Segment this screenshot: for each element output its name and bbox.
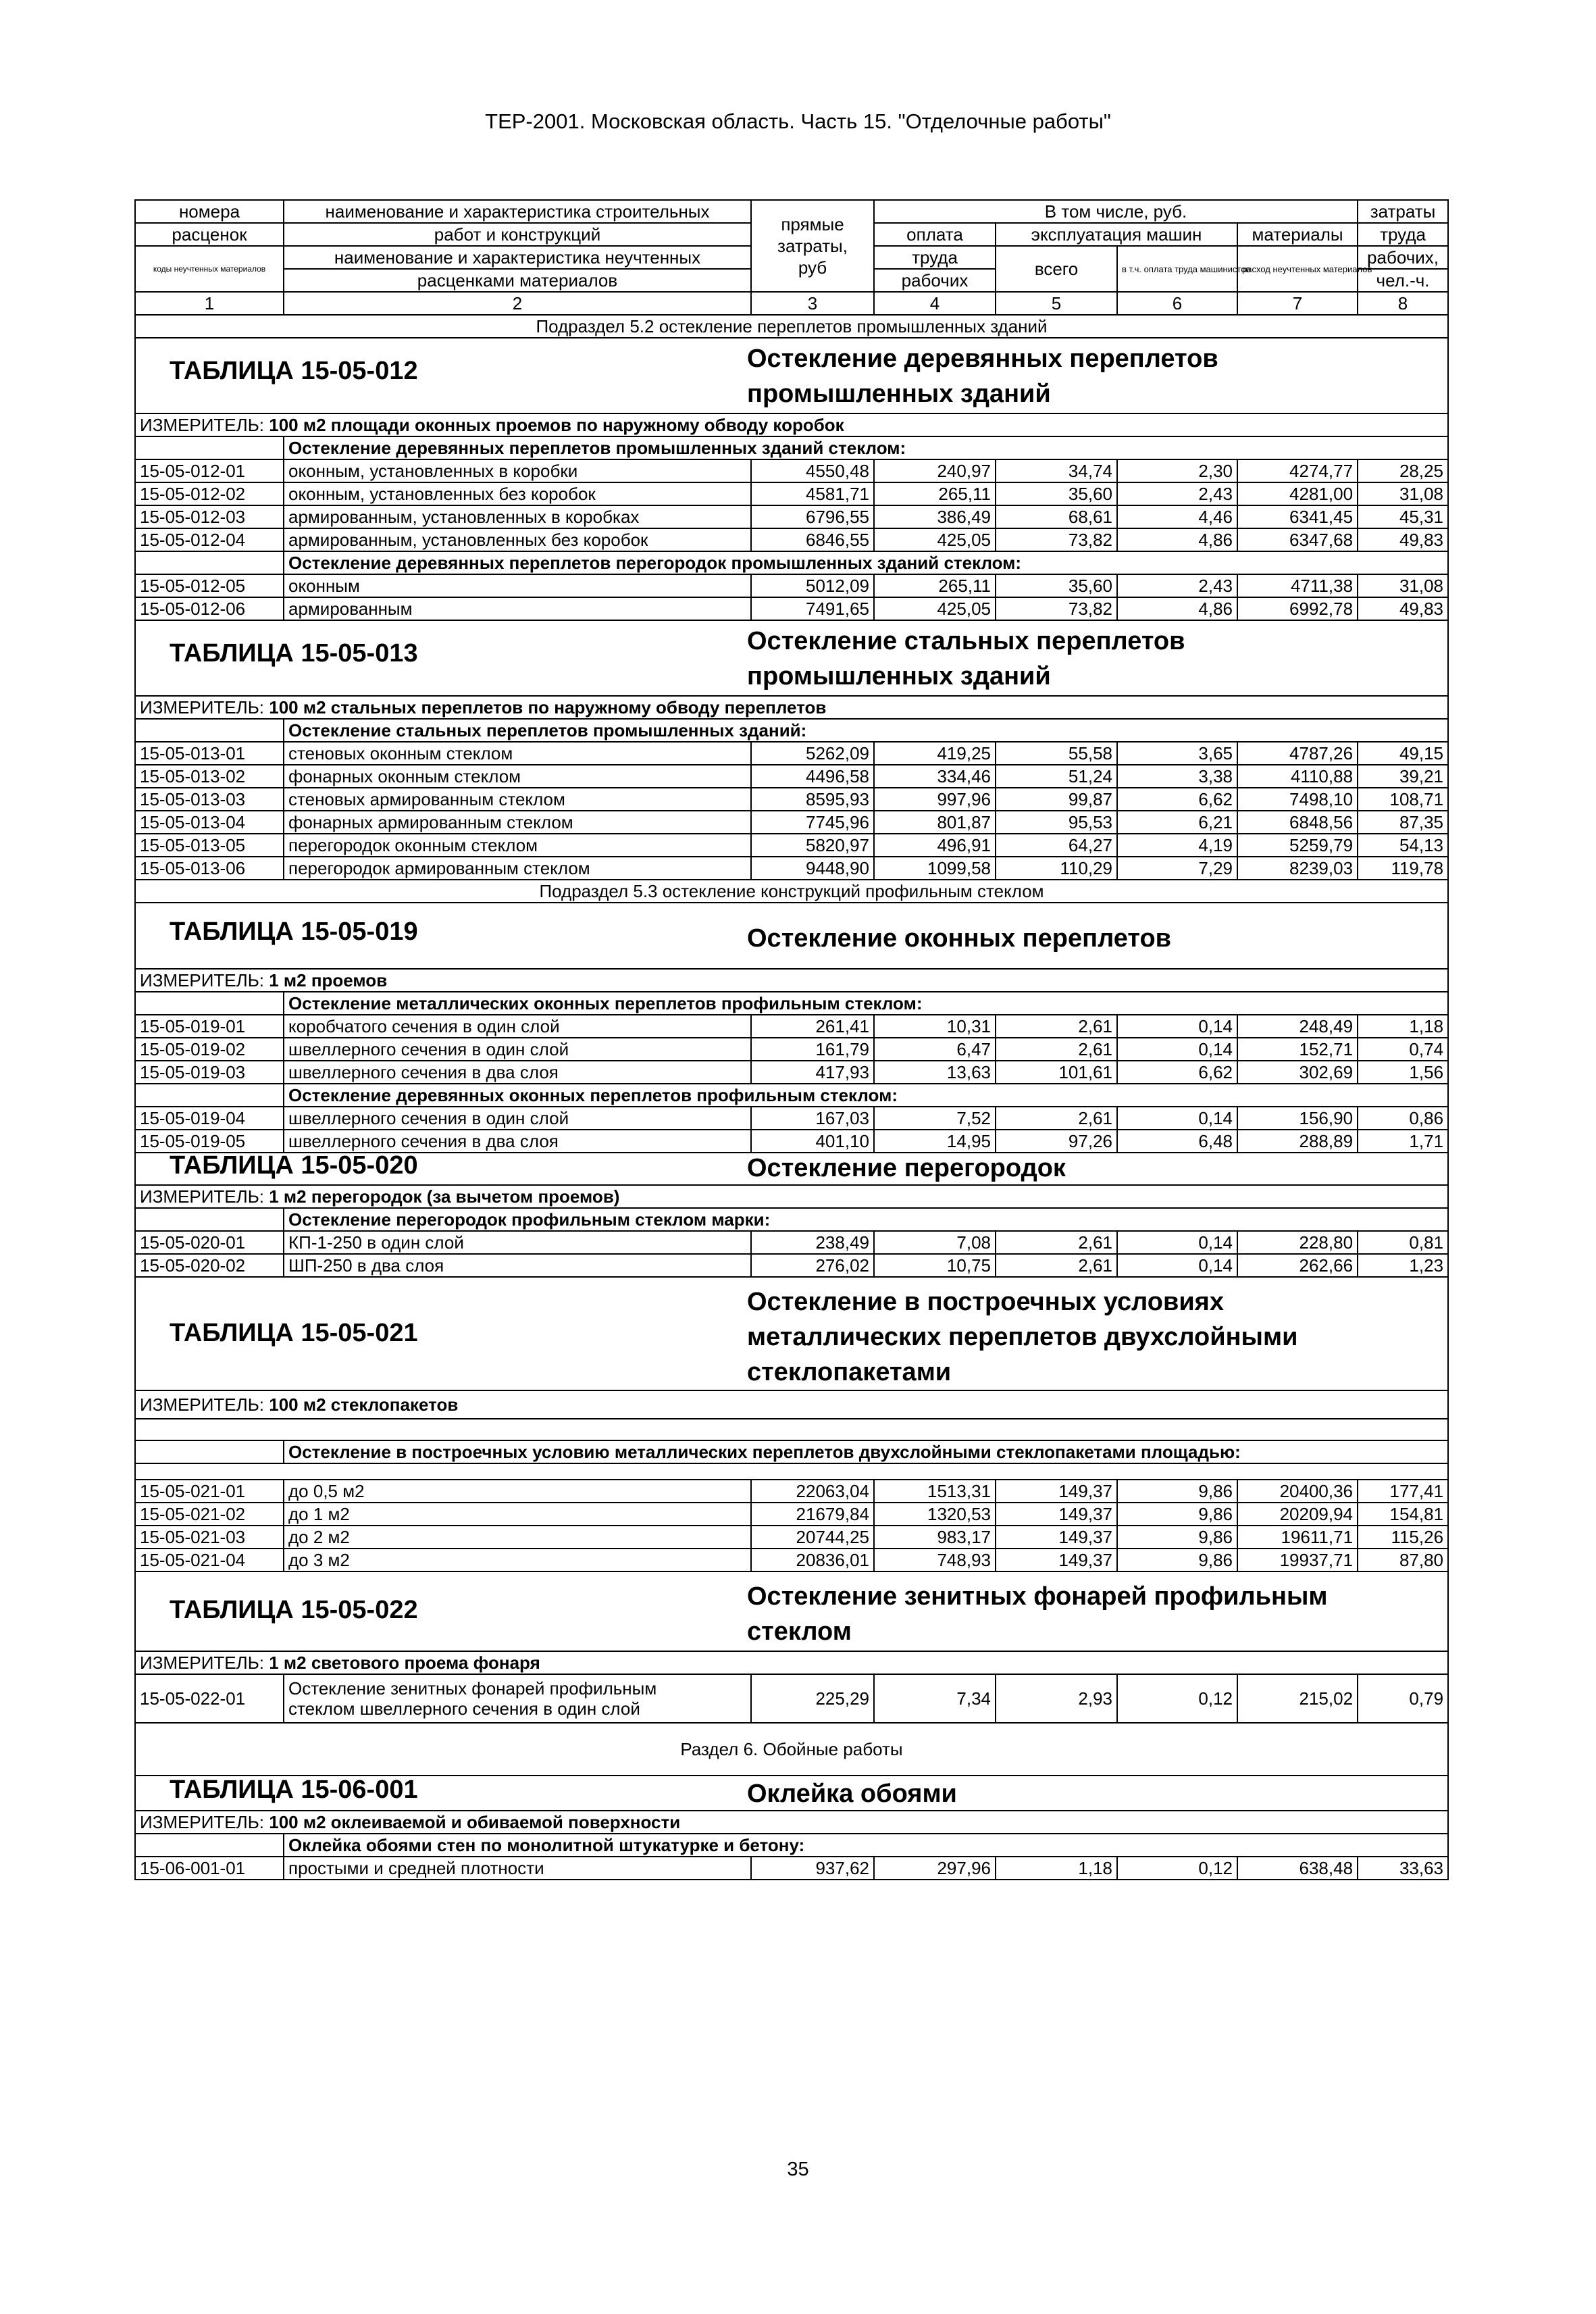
table-row xyxy=(135,1254,1448,1277)
row-value: 4281,00 xyxy=(1237,482,1358,505)
header-col1a: номера xyxy=(135,200,284,223)
row-value: 4496,58 xyxy=(751,765,874,788)
row-name: оконным xyxy=(284,574,751,597)
row-value: 4,19 xyxy=(1117,834,1237,857)
header-col1c: коды неучтенных материалов xyxy=(135,246,284,292)
row-value: 156,90 xyxy=(1237,1107,1358,1130)
table-heading xyxy=(136,1278,1447,1390)
row-value: 28,25 xyxy=(1358,459,1448,482)
row-value: 2,30 xyxy=(1117,459,1237,482)
row-value: 6341,45 xyxy=(1237,505,1358,528)
row-value: 0,14 xyxy=(1117,1107,1237,1130)
row-value: 386,49 xyxy=(874,505,996,528)
row-code: 15-05-019-05 xyxy=(135,1130,284,1153)
table-title: Оклейка обоями xyxy=(747,1780,957,1808)
meter: ИЗМЕРИТЕЛЬ: 1 м2 светового проема фонаря xyxy=(135,1651,1448,1674)
table-row xyxy=(135,528,1448,551)
row-value: 638,48 xyxy=(1237,1857,1358,1880)
row-value: 425,05 xyxy=(874,597,996,620)
row-code: 15-05-012-04 xyxy=(135,528,284,551)
row-value: 108,71 xyxy=(1358,788,1448,811)
table-row xyxy=(135,1480,1448,1503)
table-row xyxy=(135,1549,1448,1571)
table-name: ТАБЛИЦА 15-05-012 xyxy=(170,357,418,385)
group-title: Остекление перегородок профильным стеклом марки: xyxy=(284,1208,1448,1231)
header-col4b: труда xyxy=(874,246,996,269)
header-col2d: расценками материалов xyxy=(284,269,751,292)
header-col8a: затраты xyxy=(1358,200,1448,223)
row-value: 64,27 xyxy=(996,834,1117,857)
row-value: 297,96 xyxy=(874,1857,996,1880)
row-value: 115,26 xyxy=(1358,1526,1448,1549)
row-value: 4110,88 xyxy=(1237,765,1358,788)
header-col2b: работ и конструкций xyxy=(284,223,751,246)
meter: ИЗМЕРИТЕЛЬ: 1 м2 проемов xyxy=(135,969,1448,992)
row-value: 8239,03 xyxy=(1237,857,1358,880)
row-value: 248,49 xyxy=(1237,1015,1358,1038)
row-name: швеллерного сечения в один слой xyxy=(284,1038,751,1061)
header-col7: расход неучтенных материалов xyxy=(1237,246,1358,292)
row-value: 3,38 xyxy=(1117,765,1237,788)
page-number: 35 xyxy=(787,2159,809,2180)
row-value: 265,11 xyxy=(874,574,996,597)
row-value: 34,74 xyxy=(996,459,1117,482)
meter: ИЗМЕРИТЕЛЬ: 100 м2 стальных переплетов по наружному обводу переплетов xyxy=(135,696,1448,719)
table-name: ТАБЛИЦА 15-05-020 xyxy=(170,1151,418,1180)
row-name: перегородок армированным стеклом xyxy=(284,857,751,880)
row-value: 49,83 xyxy=(1358,597,1448,620)
table-heading xyxy=(136,621,1447,695)
row-name: до 2 м2 xyxy=(284,1526,751,1549)
row-value: 240,97 xyxy=(874,459,996,482)
row-value: 937,62 xyxy=(751,1857,874,1880)
row-value: 6,62 xyxy=(1117,788,1237,811)
row-value: 1,56 xyxy=(1358,1061,1448,1084)
row-value: 6846,55 xyxy=(751,528,874,551)
table-row xyxy=(135,1503,1448,1526)
row-value: 7,34 xyxy=(874,1674,996,1723)
row-value: 6848,56 xyxy=(1237,811,1358,834)
table-row xyxy=(135,574,1448,597)
row-value: 2,43 xyxy=(1117,482,1237,505)
row-value: 4787,26 xyxy=(1237,742,1358,765)
group-title: Остекление в построечных условию металлических переплетов двухслойными стеклопакетами площадью: xyxy=(284,1440,1448,1463)
header-col4a: оплата xyxy=(874,223,996,246)
row-value: 45,31 xyxy=(1358,505,1448,528)
row-value: 95,53 xyxy=(996,811,1117,834)
table-row xyxy=(135,482,1448,505)
row-value: 748,93 xyxy=(874,1549,996,1571)
group-title: Остекление деревянных переплетов перегородок промышленных зданий стеклом: xyxy=(284,551,1448,574)
row-code: 15-06-001-01 xyxy=(135,1857,284,1880)
row-value: 9448,90 xyxy=(751,857,874,880)
row-value: 4274,77 xyxy=(1237,459,1358,482)
row-value: 1099,58 xyxy=(874,857,996,880)
row-value: 10,31 xyxy=(874,1015,996,1038)
col-number: 5 xyxy=(996,292,1117,315)
row-value: 0,81 xyxy=(1358,1231,1448,1254)
row-value: 97,26 xyxy=(996,1130,1117,1153)
col-number: 3 xyxy=(751,292,874,315)
row-name: КП-1-250 в один слой xyxy=(284,1231,751,1254)
row-value: 8595,93 xyxy=(751,788,874,811)
row-value: 6,62 xyxy=(1117,1061,1237,1084)
header-col6: в т.ч. оплата труда машинистов xyxy=(1117,246,1237,292)
row-value: 3,65 xyxy=(1117,742,1237,765)
row-value: 20836,01 xyxy=(751,1549,874,1571)
row-code: 15-05-019-03 xyxy=(135,1061,284,1084)
row-value: 49,15 xyxy=(1358,742,1448,765)
row-code: 15-05-012-02 xyxy=(135,482,284,505)
row-value: 425,05 xyxy=(874,528,996,551)
row-value: 801,87 xyxy=(874,811,996,834)
group-title: Оклейка обоями стен по монолитной штукатурке и бетону: xyxy=(284,1834,1448,1857)
row-value: 2,61 xyxy=(996,1231,1117,1254)
row-name: коробчатого сечения в один слой xyxy=(284,1015,751,1038)
row-name: перегородок оконным стеклом xyxy=(284,834,751,857)
row-value: 35,60 xyxy=(996,482,1117,505)
table-name: ТАБЛИЦА 15-05-021 xyxy=(170,1319,418,1347)
row-value: 1320,53 xyxy=(874,1503,996,1526)
table-row xyxy=(135,834,1448,857)
row-name: армированным, установленных без коробок xyxy=(284,528,751,551)
table-row xyxy=(135,1107,1448,1130)
row-value: 6796,55 xyxy=(751,505,874,528)
table-name: ТАБЛИЦА 15-05-013 xyxy=(170,639,418,668)
row-value: 2,61 xyxy=(996,1038,1117,1061)
row-value: 31,08 xyxy=(1358,574,1448,597)
col-number: 6 xyxy=(1117,292,1237,315)
row-value: 149,37 xyxy=(996,1549,1117,1571)
table-row xyxy=(135,1526,1448,1549)
row-code: 15-05-021-04 xyxy=(135,1549,284,1571)
col-number: 2 xyxy=(284,292,751,315)
row-name: армированным, установленных в коробках xyxy=(284,505,751,528)
row-value: 225,29 xyxy=(751,1674,874,1723)
row-name: швеллерного сечения в два слоя xyxy=(284,1061,751,1084)
row-value: 1,18 xyxy=(996,1857,1117,1880)
header-materials: материалы xyxy=(1237,223,1358,246)
table-name: ТАБЛИЦА 15-05-022 xyxy=(170,1596,418,1624)
row-code: 15-05-012-01 xyxy=(135,459,284,482)
row-name: простыми и средней плотности xyxy=(284,1857,751,1880)
header-machines: эксплуатация машин xyxy=(996,223,1237,246)
table-row xyxy=(135,1231,1448,1254)
row-code: 15-05-012-05 xyxy=(135,574,284,597)
row-value: 149,37 xyxy=(996,1526,1117,1549)
row-value: 2,61 xyxy=(996,1254,1117,1277)
table-row xyxy=(135,742,1448,765)
group-title: Остекление металлических оконных переплетов профильным стеклом: xyxy=(284,992,1448,1015)
table-row xyxy=(135,1015,1448,1038)
row-value: 54,13 xyxy=(1358,834,1448,857)
row-value: 167,03 xyxy=(751,1107,874,1130)
row-value: 73,82 xyxy=(996,597,1117,620)
row-name: до 3 м2 xyxy=(284,1549,751,1571)
row-value: 19611,71 xyxy=(1237,1526,1358,1549)
row-value: 0,74 xyxy=(1358,1038,1448,1061)
row-value: 2,61 xyxy=(996,1107,1117,1130)
table-heading xyxy=(136,1776,1447,1810)
row-code: 15-05-013-01 xyxy=(135,742,284,765)
row-value: 215,02 xyxy=(1237,1674,1358,1723)
row-value: 2,93 xyxy=(996,1674,1117,1723)
col-number: 7 xyxy=(1237,292,1358,315)
row-value: 161,79 xyxy=(751,1038,874,1061)
group-title: Остекление стальных переплетов промышленных зданий: xyxy=(284,719,1448,742)
row-name: ШП-250 в два слоя xyxy=(284,1254,751,1277)
row-value: 5820,97 xyxy=(751,834,874,857)
table-title: Остекление оконных переплетов xyxy=(747,924,1172,953)
row-value: 401,10 xyxy=(751,1130,874,1153)
table-heading xyxy=(136,903,1447,968)
group-title: Остекление деревянных оконных переплетов профильным стеклом: xyxy=(284,1084,1448,1107)
table-header xyxy=(135,200,1448,315)
row-value: 68,61 xyxy=(996,505,1117,528)
row-value: 0,14 xyxy=(1117,1038,1237,1061)
row-code: 15-05-019-02 xyxy=(135,1038,284,1061)
meter: ИЗМЕРИТЕЛЬ: 100 м2 площади оконных проемов по наружному обводу коробок xyxy=(135,413,1448,436)
row-value: 276,02 xyxy=(751,1254,874,1277)
row-value: 5012,09 xyxy=(751,574,874,597)
page-header: ТЕР-2001. Московская область. Часть 15. "Отделочные работы" xyxy=(485,109,1111,133)
header-col8d: чел.-ч. xyxy=(1358,269,1448,292)
meter: ИЗМЕРИТЕЛЬ: 100 м2 оклеиваемой и обиваемой поверхности xyxy=(135,1811,1448,1834)
row-value: 0,14 xyxy=(1117,1254,1237,1277)
table-row xyxy=(135,811,1448,834)
row-code: 15-05-012-06 xyxy=(135,597,284,620)
row-value: 238,49 xyxy=(751,1231,874,1254)
row-value: 7745,96 xyxy=(751,811,874,834)
row-value: 35,60 xyxy=(996,574,1117,597)
col-number: 4 xyxy=(874,292,996,315)
row-value: 87,35 xyxy=(1358,811,1448,834)
table-row xyxy=(135,1130,1448,1153)
row-value: 73,82 xyxy=(996,528,1117,551)
row-value: 0,79 xyxy=(1358,1674,1448,1723)
header-col2a: наименование и характеристика строительных xyxy=(284,200,751,223)
row-code: 15-05-021-01 xyxy=(135,1480,284,1503)
row-value: 0,14 xyxy=(1117,1231,1237,1254)
row-code: 15-05-021-03 xyxy=(135,1526,284,1549)
table-name: ТАБЛИЦА 15-05-019 xyxy=(170,917,418,946)
row-code: 15-05-013-06 xyxy=(135,857,284,880)
row-value: 265,11 xyxy=(874,482,996,505)
table-title: Остекление в построечных условиях металлических переплетов двухслойными стеклопакетами xyxy=(747,1288,1298,1386)
row-value: 6,21 xyxy=(1117,811,1237,834)
table-row xyxy=(135,1674,1448,1723)
row-value: 496,91 xyxy=(874,834,996,857)
row-code: 15-05-021-02 xyxy=(135,1503,284,1526)
row-value: 7,52 xyxy=(874,1107,996,1130)
table-heading xyxy=(136,338,1447,413)
header-incl: В том числе, руб. xyxy=(874,200,1358,223)
row-value: 228,80 xyxy=(1237,1231,1358,1254)
meter: ИЗМЕРИТЕЛЬ: 100 м2 стеклопакетов xyxy=(135,1390,1448,1419)
row-value: 9,86 xyxy=(1117,1503,1237,1526)
row-value: 4550,48 xyxy=(751,459,874,482)
header-col8c: рабочих, xyxy=(1358,246,1448,269)
col-number: 8 xyxy=(1358,292,1448,315)
table-title: Остекление зенитных фонарей профильным стеклом xyxy=(747,1582,1328,1646)
row-value: 33,63 xyxy=(1358,1857,1448,1880)
row-code: 15-05-019-01 xyxy=(135,1015,284,1038)
row-value: 5259,79 xyxy=(1237,834,1358,857)
row-value: 20744,25 xyxy=(751,1526,874,1549)
row-value: 2,43 xyxy=(1117,574,1237,597)
row-name: стеновых армированным стеклом xyxy=(284,788,751,811)
row-code: 15-05-019-04 xyxy=(135,1107,284,1130)
row-code: 15-05-012-03 xyxy=(135,505,284,528)
table-name: ТАБЛИЦА 15-06-001 xyxy=(170,1776,418,1804)
row-value: 6,47 xyxy=(874,1038,996,1061)
table-heading xyxy=(136,1153,1447,1184)
row-name: Остекление зенитных фонарей профильным стеклом швеллерного сечения в один слой xyxy=(284,1674,751,1723)
row-value: 31,08 xyxy=(1358,482,1448,505)
row-value: 101,61 xyxy=(996,1061,1117,1084)
row-value: 302,69 xyxy=(1237,1061,1358,1084)
row-value: 19937,71 xyxy=(1237,1549,1358,1571)
row-name: швеллерного сечения в два слоя xyxy=(284,1130,751,1153)
row-code: 15-05-013-03 xyxy=(135,788,284,811)
row-value: 119,78 xyxy=(1358,857,1448,880)
row-value: 6,48 xyxy=(1117,1130,1237,1153)
row-code: 15-05-013-04 xyxy=(135,811,284,834)
row-value: 154,81 xyxy=(1358,1503,1448,1526)
row-value: 9,86 xyxy=(1117,1526,1237,1549)
row-value: 334,46 xyxy=(874,765,996,788)
row-value: 51,24 xyxy=(996,765,1117,788)
row-value: 0,14 xyxy=(1117,1015,1237,1038)
row-name: до 0,5 м2 xyxy=(284,1480,751,1503)
table-row xyxy=(135,597,1448,620)
table-title: Остекление стальных переплетов промышленных зданий xyxy=(747,627,1185,690)
section-title: Раздел 6. Обойные работы xyxy=(135,1723,1448,1776)
row-value: 261,41 xyxy=(751,1015,874,1038)
row-name: швеллерного сечения в один слой xyxy=(284,1107,751,1130)
table-title: Остекление перегородок xyxy=(747,1154,1066,1182)
row-value: 7498,10 xyxy=(1237,788,1358,811)
table-row xyxy=(135,857,1448,880)
row-name: фонарных оконным стеклом xyxy=(284,765,751,788)
row-value: 1,23 xyxy=(1358,1254,1448,1277)
row-value: 997,96 xyxy=(874,788,996,811)
table-row xyxy=(135,1857,1448,1880)
row-value: 21679,84 xyxy=(751,1503,874,1526)
row-value: 87,80 xyxy=(1358,1549,1448,1571)
meter: ИЗМЕРИТЕЛЬ: 1 м2 перегородок (за вычетом проемов) xyxy=(135,1185,1448,1208)
subsection-title: Подраздел 5.2 остекление переплетов промышленных зданий xyxy=(135,315,1448,338)
row-value: 4,86 xyxy=(1117,597,1237,620)
row-name: стеновых оконным стеклом xyxy=(284,742,751,765)
row-value: 262,66 xyxy=(1237,1254,1358,1277)
table-row xyxy=(135,788,1448,811)
document-body xyxy=(134,199,1447,1880)
table-row xyxy=(135,765,1448,788)
row-value: 39,21 xyxy=(1358,765,1448,788)
header-col4c: рабочих xyxy=(874,269,996,292)
row-value: 20209,94 xyxy=(1237,1503,1358,1526)
row-value: 1,18 xyxy=(1358,1015,1448,1038)
table-heading xyxy=(136,1572,1447,1651)
col-number: 1 xyxy=(135,292,284,315)
row-name: оконным, установленных в коробки xyxy=(284,459,751,482)
table-row xyxy=(135,1061,1448,1084)
row-value: 0,86 xyxy=(1358,1107,1448,1130)
header-col5: всего xyxy=(996,246,1117,292)
row-value: 152,71 xyxy=(1237,1038,1358,1061)
header-col8b: труда xyxy=(1358,223,1448,246)
row-name: оконным, установленных без коробок xyxy=(284,482,751,505)
row-value: 288,89 xyxy=(1237,1130,1358,1153)
row-value: 9,86 xyxy=(1117,1480,1237,1503)
row-value: 0,12 xyxy=(1117,1674,1237,1723)
table-row xyxy=(135,505,1448,528)
row-code: 15-05-020-02 xyxy=(135,1254,284,1277)
header-col2c: наименование и характеристика неучтенных xyxy=(284,246,751,269)
row-name: фонарных армированным стеклом xyxy=(284,811,751,834)
row-value: 4711,38 xyxy=(1237,574,1358,597)
row-value: 7491,65 xyxy=(751,597,874,620)
table-row xyxy=(135,459,1448,482)
group-title: Остекление деревянных переплетов промышленных зданий стеклом: xyxy=(284,436,1448,459)
row-value: 2,61 xyxy=(996,1015,1117,1038)
row-value: 9,86 xyxy=(1117,1549,1237,1571)
row-code: 15-05-022-01 xyxy=(135,1674,284,1723)
row-value: 1,71 xyxy=(1358,1130,1448,1153)
row-value: 4,46 xyxy=(1117,505,1237,528)
row-value: 177,41 xyxy=(1358,1480,1448,1503)
row-value: 13,63 xyxy=(874,1061,996,1084)
row-name: до 1 м2 xyxy=(284,1503,751,1526)
row-value: 983,17 xyxy=(874,1526,996,1549)
row-value: 149,37 xyxy=(996,1503,1117,1526)
table-title: Остекление деревянных переплетов промышленных зданий xyxy=(747,345,1218,408)
subsection-title: Подраздел 5.3 остекление конструкций профильным стеклом xyxy=(135,880,1448,903)
row-value: 4581,71 xyxy=(751,482,874,505)
row-value: 55,58 xyxy=(996,742,1117,765)
row-value: 1513,31 xyxy=(874,1480,996,1503)
row-value: 110,29 xyxy=(996,857,1117,880)
row-value: 49,83 xyxy=(1358,528,1448,551)
row-name: армированным xyxy=(284,597,751,620)
row-value: 22063,04 xyxy=(751,1480,874,1503)
row-value: 7,29 xyxy=(1117,857,1237,880)
row-value: 99,87 xyxy=(996,788,1117,811)
row-value: 4,86 xyxy=(1117,528,1237,551)
row-value: 6347,68 xyxy=(1237,528,1358,551)
price-table xyxy=(134,199,1449,1880)
row-value: 7,08 xyxy=(874,1231,996,1254)
row-value: 5262,09 xyxy=(751,742,874,765)
row-value: 149,37 xyxy=(996,1480,1117,1503)
row-value: 0,12 xyxy=(1117,1857,1237,1880)
row-code: 15-05-020-01 xyxy=(135,1231,284,1254)
row-value: 20400,36 xyxy=(1237,1480,1358,1503)
table-row xyxy=(135,1038,1448,1061)
row-value: 14,95 xyxy=(874,1130,996,1153)
row-value: 10,75 xyxy=(874,1254,996,1277)
row-value: 417,93 xyxy=(751,1061,874,1084)
row-value: 419,25 xyxy=(874,742,996,765)
header-col3: прямые затраты, руб xyxy=(751,200,874,292)
row-code: 15-05-013-05 xyxy=(135,834,284,857)
header-col1b: расценок xyxy=(135,223,284,246)
row-code: 15-05-013-02 xyxy=(135,765,284,788)
row-value: 6992,78 xyxy=(1237,597,1358,620)
